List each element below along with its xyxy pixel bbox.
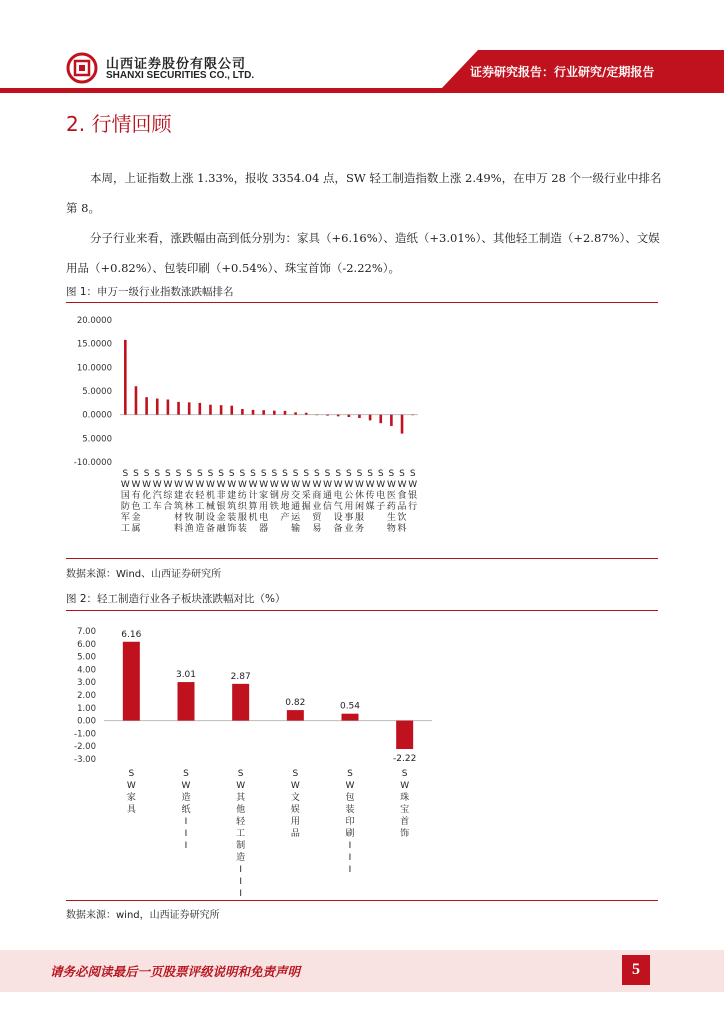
x-tick-label: S W 农林牧渔 [184,469,194,534]
data-label: 2.87 [230,671,251,682]
x-tick-label: S W 非银金融 [216,469,226,534]
figure1-title: 图 1：申万一级行业指数涨跌幅排名 [66,286,234,298]
x-tick-label: S W 文娱用品 [290,769,300,839]
x-tick-label: S W 机械设备 [205,469,215,534]
bar [396,721,413,749]
x-tick-label: S W 国防军工 [120,469,130,534]
bar [287,710,304,720]
data-label: -2.22 [393,754,417,765]
bar [230,406,233,415]
bar [167,400,170,415]
page-number: 5 [622,955,650,985]
bar [294,412,297,414]
company-logo-icon [66,52,98,84]
y-tick-label: 6.00 [77,639,96,650]
y-tick-label: 0.0000 [82,410,112,421]
bar [401,415,404,434]
x-tick-label: S W 传媒 [365,469,375,512]
bar [337,415,340,417]
bar [232,684,249,721]
bar [220,405,223,414]
x-tick-label: S W 采掘 [301,469,311,512]
y-tick-label: 4.00 [77,665,96,676]
y-tick-label: -10.0000 [73,458,112,468]
bar [145,397,148,415]
x-tick-label: S W 家具 [126,769,136,815]
header-band [0,88,724,93]
x-tick-label: S W 医药生物 [386,469,396,534]
x-tick-label: S W 商业贸易 [312,469,322,534]
bar [156,399,159,415]
x-tick-label: S W 汽车 [152,469,162,512]
y-tick-label: 0.00 [77,716,96,727]
x-tick-label: S W 食品饮料 [397,469,407,534]
bar [316,415,319,416]
figure2-title: 图 2：轻工制造行业各子板块涨跌幅对比（%） [66,593,286,605]
y-tick-label: 15.0000 [76,339,112,350]
figure2-bottom-rule [66,900,658,901]
footer-disclaimer: 请务必阅读最后一页股票评级说明和免责声明 [50,964,301,979]
paragraph-market: 本周，上证指数上涨 1.33%，报收 3354.04 点，SW 轻工制造指数上涨 2.49%，在申万 28 个一级行业中排名第 8。 [66,171,662,215]
x-tick-label: S W 家用电器 [259,469,269,534]
figure2-source: 数据来源：wind，山西证券研究所 [66,910,220,921]
bar [262,410,265,414]
bar [284,411,287,415]
x-tick-label: S W 电气设备 [333,469,343,534]
x-tick-label: S W 计算机 [248,469,258,523]
data-label: 3.01 [175,670,197,681]
figure2-top-rule [66,610,658,611]
data-label: 0.82 [285,698,306,709]
figure1-chart [66,308,658,558]
x-tick-label: S W 房地产 [280,469,290,523]
paragraph-subsectors: 分子行业来看，涨跌幅由高到低分别为：家具（+6.16%）、造纸（+3.01%）、其他轻工制造（+2.87%）、文娱用品（+0.82%）、包装印刷（+0.54%）、珠宝首饰（-2.22%）。 [66,231,660,275]
bar [199,403,202,415]
y-tick-label: 3.00 [77,678,96,689]
x-tick-label: S W 包装印刷 I I I [345,769,355,875]
x-tick-label: S W 钢铁 [269,469,279,512]
x-tick-label: S W 休闲服务 [354,469,364,534]
bar [124,340,127,415]
figure1-bottom-rule [66,558,658,559]
data-label: 6.16 [121,629,142,640]
x-tick-label: S W 有色金属 [131,469,141,534]
bar [123,642,140,721]
y-tick-label: -3.00 [74,755,96,765]
company-name-cn: 山西证券股份有限公司 [106,57,247,72]
bar [209,405,212,415]
x-tick-label: S W 纺织服装 [237,469,247,534]
bar [369,415,372,421]
bar [177,402,180,415]
y-tick-label: 20.0000 [76,316,112,326]
bar [390,415,393,426]
x-tick-label: S W 电子 [376,469,386,512]
figure1-top-rule [66,302,658,303]
y-tick-label: 10.0000 [76,363,112,374]
bar [135,386,138,414]
x-tick-label: S W 通信 [323,469,333,512]
y-tick-label: -1.00 [74,729,96,740]
figure1-source: 数据来源：Wind、山西证券研究所 [66,569,222,580]
x-tick-label: S W 轻工制造 [195,469,205,534]
bar [326,415,329,416]
x-tick-label: S W 综合 [163,469,173,512]
data-label: 0.54 [339,701,361,712]
y-tick-label: 1.00 [77,703,96,714]
y-tick-label: 7.00 [77,627,96,637]
bar [411,415,414,416]
bar [178,682,195,721]
x-tick-label: S W 珠宝首饰 [400,769,410,839]
x-tick-label: S W 造纸 I I I [181,769,191,851]
x-tick-label: S W 公用事业 [344,469,354,534]
x-tick-label: S W 建筑材料 [174,469,184,534]
y-tick-label: -2.00 [74,742,96,753]
x-tick-label: S W 银行 [408,469,418,512]
x-tick-label: S W 化工 [142,469,152,512]
y-tick-label: 5.0000 [82,387,112,397]
x-tick-label: S W 交通运输 [291,469,301,534]
y-tick-label: 5.00 [77,652,96,663]
bar [252,410,255,415]
section-title: 2. 行情回顾 [66,112,172,136]
bar [305,413,308,415]
y-tick-label: 5.0000 [82,434,112,445]
figure2-chart [66,616,658,896]
y-tick-label: 2.00 [77,691,96,701]
bar [342,714,359,721]
bar [188,402,191,414]
bar [241,409,244,415]
report-type-label: 证券研究报告：行业研究/定期报告 [470,65,655,79]
x-tick-label: S W 建筑装饰 [227,469,237,534]
bar [379,415,382,424]
x-tick-label: S W 其他轻工制造 I I I [236,769,246,896]
bar [348,415,351,417]
company-name-en: SHANXI SECURITIES CO., LTD. [106,70,255,81]
bar [273,411,276,415]
bar [358,415,361,418]
